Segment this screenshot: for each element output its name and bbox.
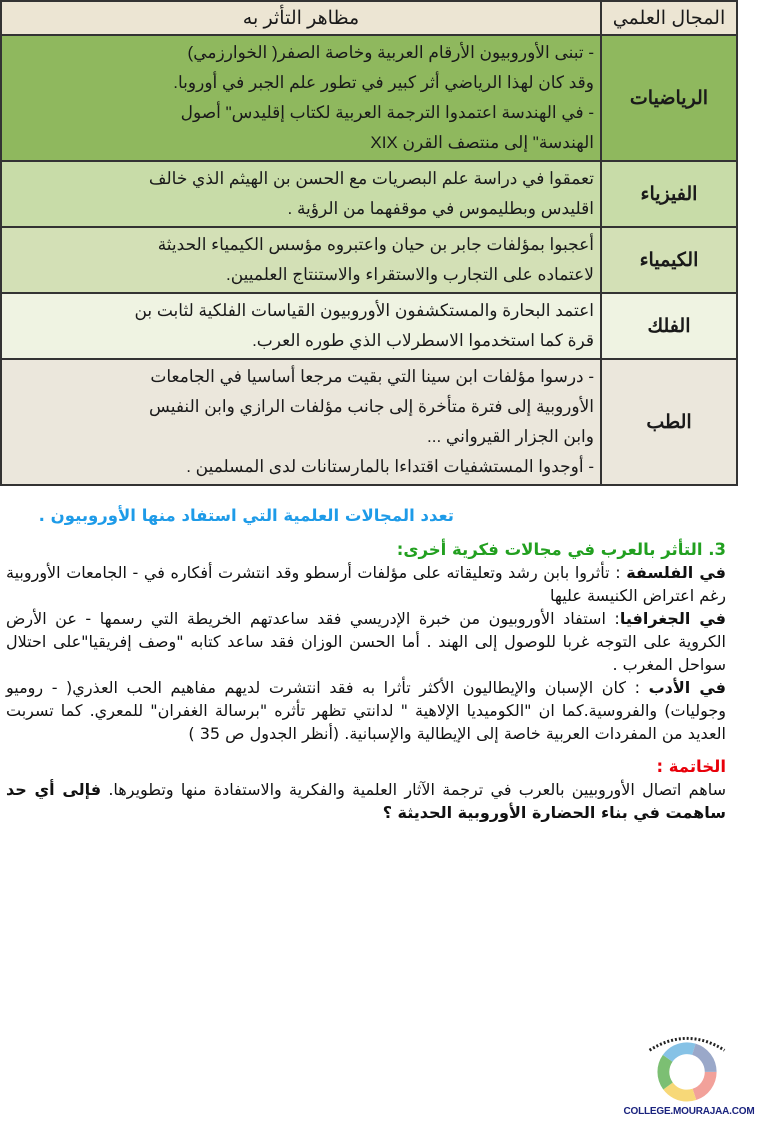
desc-line: - في الهندسة اعتمدوا الترجمة العربية لكتاب إقليدس" أصول (180, 103, 594, 122)
table-row (1, 161, 737, 227)
conclusion-paragraph (6, 778, 726, 824)
desc-line: - تبنى الأوروبيون الأرقام العربية وخاصة الصفر( الخوارزمي) (187, 43, 594, 62)
task-text: تعدد المجالات العلمية التي استفاد منها الأوروبيون . (38, 506, 454, 525)
field-cell: الفيزياء (601, 161, 737, 227)
desc-line: - أوجدوا المستشفيات اقتداءا بالمارستانات لدى المسلمين . (186, 457, 594, 476)
task-instruction (6, 504, 454, 527)
desc-line: - درسوا مؤلفات ابن سينا التي بقيت مرجعا أساسيا في الجامعات (150, 367, 594, 386)
field-cell: الكيمياء (601, 227, 737, 293)
desc-line: اعتمد البحارة والمستكشفون الأوروبيون القياسات الفلكية لثابت بن (134, 301, 594, 320)
conclusion-question: فإلى أي حد ساهمت في بناء الحضارة الأوروبية الحديثة ؟ (6, 780, 726, 822)
header-field: المجال العلمي (601, 1, 737, 35)
desc-line: تعمقوا في دراسة علم البصريات مع الحسن بن الهيثم الذي خالف (148, 169, 594, 188)
desc-cell (1, 293, 601, 359)
header-aspects: مظاهر التأثر به (1, 1, 601, 35)
literature-paragraph (6, 676, 726, 745)
logo-text: COLLEGE.MOURAJAA.COM (623, 1106, 755, 1117)
desc-line: وقد كان لهذا الرياضي أثر كبير في تطور علم الجبر في أوروبا. (173, 73, 594, 92)
field-cell: الفلك (601, 293, 737, 359)
desc-line: قرة كما استخدموا الاسطرلاب الذي طوره العرب. (252, 331, 594, 350)
literature-label: في الأدب (648, 678, 726, 697)
desc-cell (1, 227, 601, 293)
site-logo (620, 1028, 758, 1104)
section-3 (6, 538, 726, 824)
desc-cell (1, 161, 601, 227)
table-row (1, 227, 737, 293)
desc-cell (1, 35, 601, 161)
field-cell: الطب (601, 359, 737, 485)
philosophy-text: : تأثروا بابن رشد وتعليقاته على مؤلفات أرسطو وقد انتشرت أفكاره في - الجامعات الأوروبية رغم اعتراض الكنيسة عليها (6, 563, 726, 605)
table-row (1, 35, 737, 161)
geography-text: : استفاد الأوروبيون من خبرة الإدريسي فقد ساعدتهم الخريطة التي رسمها - عن الأرض الكروية على التوجه غربا للوصول إلى الهند . أما الحسن الوزان فقد ساعد كتابه "وصف إفريقيا"على احتلال سواحل المغرب . (6, 609, 726, 674)
desc-line: الأوروبية إلى فترة متأخرة إلى جانب مؤلفات الرازي وابن النفيس (149, 397, 594, 416)
field-cell: الرياضيات (601, 35, 737, 161)
geography-label: في الجغرافيا (619, 609, 726, 628)
desc-line: لاعتماده على التجارب والاستقراء والاستنتاج العلميين. (225, 265, 594, 284)
table-header (1, 1, 737, 35)
desc-line: اقليدس وبطليموس في موقفهما من الرؤية . (287, 199, 594, 218)
philosophy-paragraph (6, 561, 726, 607)
influence-table (0, 0, 738, 486)
desc-cell (1, 359, 601, 485)
philosophy-label: في الفلسفة (626, 563, 727, 582)
section-3-title: 3. التأثر بالعرب في مجالات فكرية أخرى: (396, 540, 726, 559)
conclusion-text: ساهم اتصال الأوروبيين بالعرب في ترجمة الآثار العلمية والفكرية والاستفادة منها وتطويرها. (101, 780, 726, 799)
geography-paragraph (6, 607, 726, 676)
desc-line: الهندسة" إلى منتصف القرن XIX (370, 133, 594, 152)
conclusion-title: الخاتمة : (656, 757, 726, 776)
table-row (1, 293, 737, 359)
literature-text: : كان الإسبان والإيطاليون الأكثر تأثرا به فقد انتشرت لديهم مفاهيم الحب العذري( - روميو وجوليات) والفروسية.كما ان "الكوميديا الإلاهية " لدانتي تظهر تأثره "برسالة الغفران" للمعري. كما تسربت العديد من المفردات العربية خاصة إلى الإيطالية والإسبانية. (أنظر الجدول ص 35 ) (6, 678, 726, 743)
desc-line: وابن الجزار القيرواني ... (427, 427, 594, 446)
table-row (1, 359, 737, 485)
desc-line: أعجبوا بمؤلفات جابر بن حيان واعتبروه مؤسس الكيمياء الحديثة (157, 235, 594, 254)
